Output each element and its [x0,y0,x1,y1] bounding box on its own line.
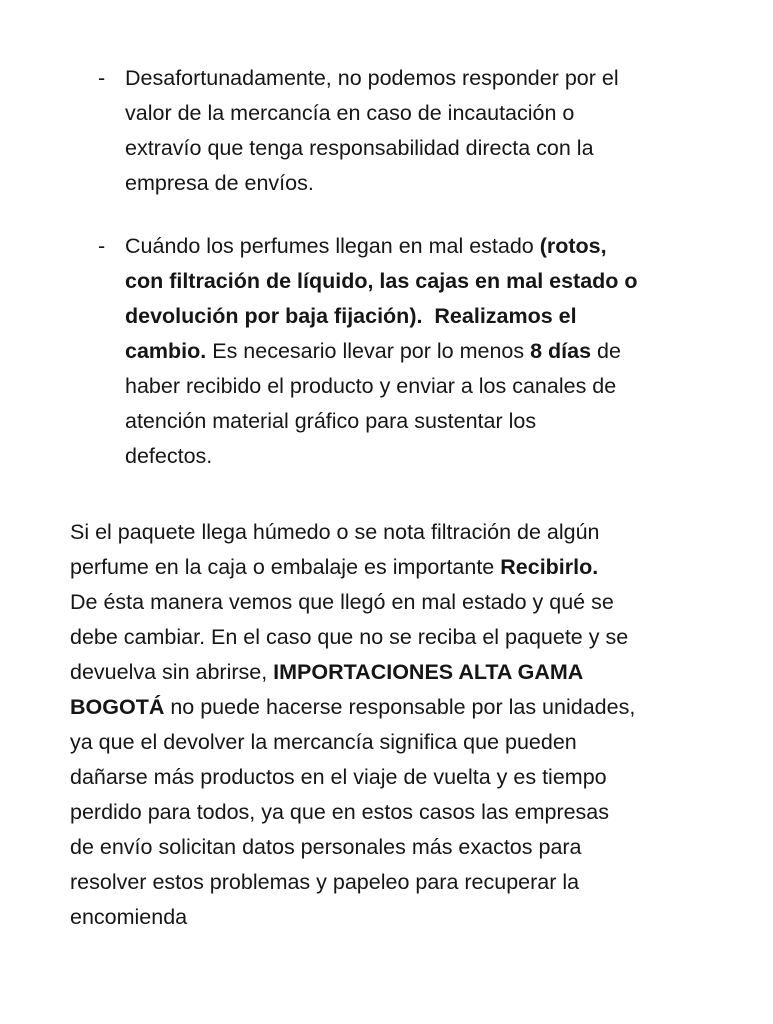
text-run: Desafortunadamente, no podemos responder por el [125,66,619,90]
text-run: perfume en la caja o embalaje es importante [70,555,501,579]
bold-text-run: devolución por baja fijación). Realizamos el [125,304,577,328]
text-run: ya que el devolver la mercancía significa que pueden [70,730,577,754]
text-run: resolver estos problemas y papeleo para recuperar la [70,870,580,894]
text-run: Es necesario llevar por lo menos [206,339,531,363]
text-run: no puede hacerse responsable por las unidades, [164,695,636,719]
bullet-text [125,229,733,474]
bullet-text [125,61,733,201]
bullet-list [0,61,773,474]
text-run: defectos. [125,444,213,468]
text-line [70,690,733,725]
text-run: perdido para todos, ya que en estos casos las empresas [70,800,610,824]
text-line [70,620,733,655]
text-line [70,550,733,585]
bullet-dash-marker: - [98,66,106,90]
bold-text-run: (rotos, [539,234,607,258]
text-line [70,760,733,795]
text-line [70,515,733,550]
text-line [125,439,733,474]
text-line [70,865,733,900]
text-run: Cuándo los perfumes llegan en mal estado [125,234,540,258]
text-line [125,404,733,439]
bold-text-run: 8 días [530,339,592,363]
text-run: extravío que tenga responsabilidad directa con la [125,136,594,160]
text-line [125,369,733,404]
text-run: De ésta manera vemos que llegó en mal estado y qué se [70,590,614,614]
text-line [125,229,733,264]
text-run: Si el paquete llega húmedo o se nota filtración de algún [70,520,600,544]
text-line [125,299,733,334]
text-run: dañarse más productos en el viaje de vuelta y es tiempo [70,765,607,789]
text-line [125,131,733,166]
text-line [125,334,733,369]
text-run: atención material gráfico para sustentar los [125,409,537,433]
bold-text-run: IMPORTACIONES ALTA GAMA [273,660,584,684]
text-line [70,900,733,935]
bold-text-run: BOGOTÁ [70,695,165,719]
text-run: valor de la mercancía en caso de incautación o [125,101,575,125]
text-line [70,725,733,760]
bold-text-run: cambio. [125,339,207,363]
text-line [125,166,733,201]
text-run: de envío solicitan datos personales más exactos para [70,835,582,859]
text-run: empresa de envíos. [125,171,314,195]
bullet-item [98,229,733,474]
text-line [70,585,733,620]
main-paragraph [70,515,733,935]
text-line [70,830,733,865]
bold-text-run: Recibirlo. [500,555,599,579]
bullet-dash-marker: - [98,234,106,258]
text-run: haber recibido el producto y enviar a los canales de [125,374,617,398]
text-run: devuelva sin abrirse, [70,660,274,684]
bold-text-run: con filtración de líquido, las cajas en mal estado o [125,269,638,293]
text-line [125,96,733,131]
text-run: encomienda [70,905,188,929]
text-run: de [591,339,621,363]
text-line [125,264,733,299]
text-line [70,795,733,830]
text-line [125,61,733,96]
bullet-item [98,61,733,201]
text-run: debe cambiar. En el caso que no se reciba el paquete y se [70,625,629,649]
text-line [70,655,733,690]
